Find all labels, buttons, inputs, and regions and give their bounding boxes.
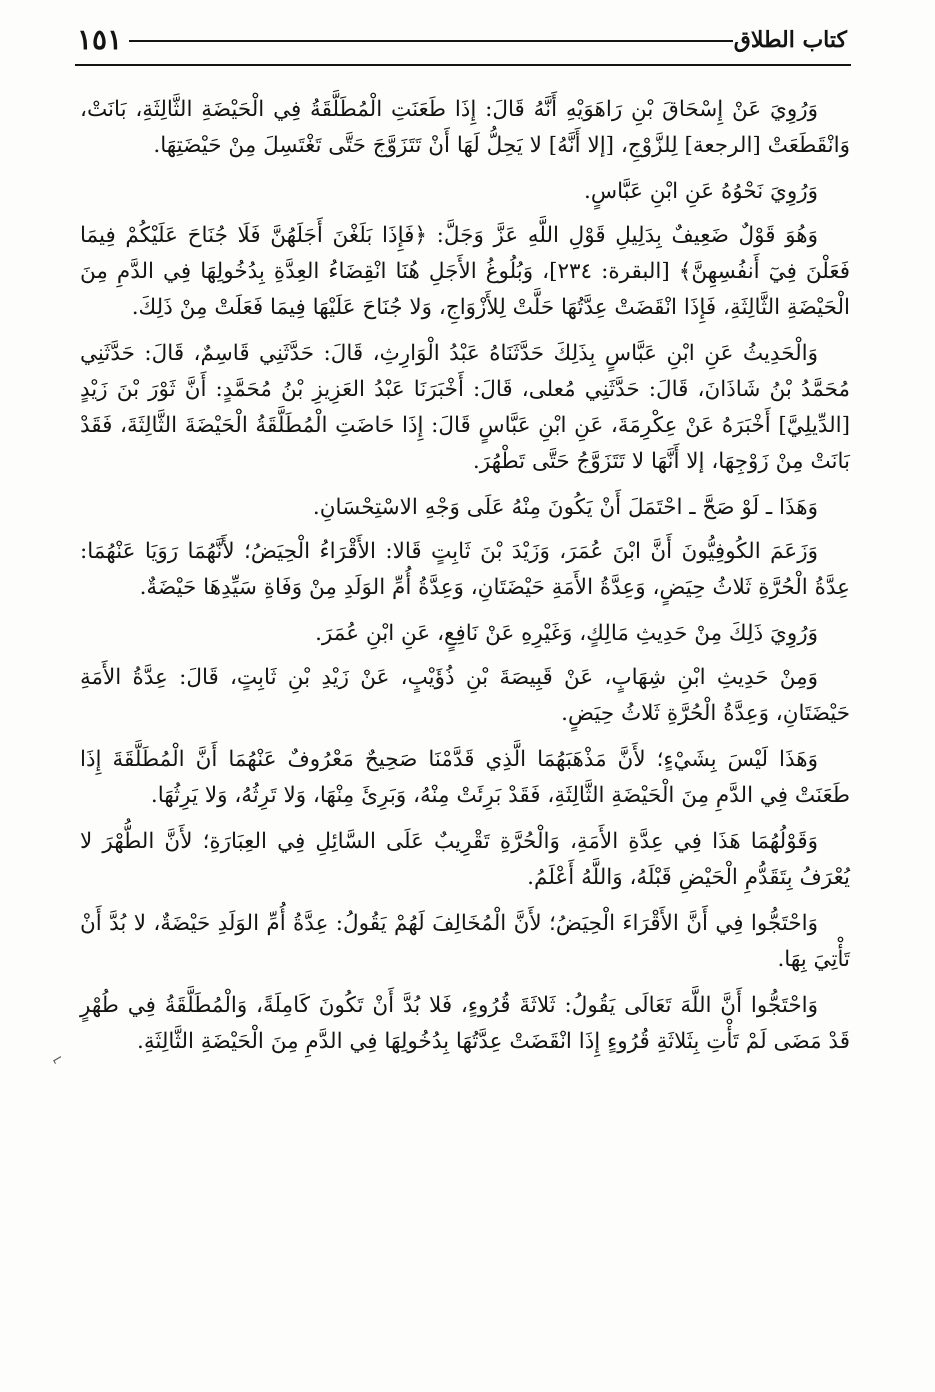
paragraph: وَرُوِيَ ذَلِكَ مِنْ حَدِيثِ مَالِكٍ، وَغَيْرِهِ عَنْ نَافِعٍ، عَنِ ابْنِ عُمَرَ. bbox=[315, 621, 818, 646]
paragraph: وَمِنْ حَدِيثِ ابْنِ شِهَابٍ، عَنْ قَبِيصَةَ بْنِ ذُؤَيْبٍ، عَنْ زَيْدِ بْنِ ثَابِتٍ، قَالَ: عِدَّةُ الأَمَةِ حَيْضَتَانِ، وَعِدَّةُ الْحُرَّةِ ثَلاثُ حِيَضٍ. bbox=[80, 665, 850, 726]
paragraph: وَالْحَدِيثُ عَنِ ابْنِ عَبَّاسٍ بِذَلِكَ حَدَّثَنَاهُ عَبْدُ الْوَارِثِ، قَالَ: حَدَّثَنِي قَاسِمٌ، قَالَ: حَدَّثَنِي مُحَمَّدُ بْنُ شَاذَانَ، قَالَ: حَدَّثَنِي مُعلى، قَالَ: أَخْبَرَنَا عَبْدُ العَزِيزِ بْنُ مُحَمَّدٍ: أَنَّ ثَوْرَ بْنَ زَيْدٍ [الدِّيلِيَّ] أَخْبَرَهُ عَنْ عِكْرِمَةَ، عَنِ ابْنِ عَبَّاسٍ قَالَ: إِذَا حَاضَتِ الْمُطَلَّقَةُ الْحَيْضَةَ الثَّالِثَةَ، فَقَدْ بَانَتْ مِنْ زَوْجِهَا، إلا أَنَّهَا لا تَتَزَوَّجُ حَتَّى تَطْهُرَ. bbox=[80, 341, 850, 474]
paragraph: وَهَذَا ـ لَوْ صَحَّ ـ احْتَمَلَ أَنْ يَكُونَ مِنْهُ عَلَى وَجْهِ الاسْتِحْسَانِ. bbox=[312, 495, 818, 520]
paragraph: وَزَعَمَ الكُوفِيُّونَ أَنَّ ابْنَ عُمَرَ، وَزَيْدَ بْنَ ثَابِتٍ قَالا: الأَقْرَاءُ الْحِيَضُ؛ لأَنَّهُمَا رَوَيَا عَنْهُمَا: عِدَّةُ الْحُرَّةِ ثَلاثُ حِيَضٍ، وَعِدَّةُ الأَمَةِ حَيْضَتَانِ، وَعِدَّةُ أُمِّ الوَلَدِ مِنْ وَفَاةِ سَيِّدِهَا حَيْضَةٌ. bbox=[80, 539, 850, 600]
paragraph: وَاحْتَجُّوا أَنَّ اللَّهَ تَعَالَى يَقُولُ: ثَلاثَةَ قُرُوءٍ، فَلا بُدَّ أَنْ تَكُونَ كَامِلَةً، وَالْمُطَلَّقَةُ فِي طُهْرٍ قَدْ مَضَى لَمْ تَأْتِ بِثَلاثَةِ قُرُوءٍ إِذَا انْقَضَتْ عِدَّتُهَا بِدُخُولِهَا فِي الدَّمِ مِنَ الْحَيْضَةِ الثَّالِثَةِ. bbox=[80, 993, 850, 1054]
paragraph: وَهُوَ قَوْلٌ ضَعِيفٌ بِدَلِيلِ قَوْلِ اللَّهِ عَزَّ وَجَلَّ: ﴿فَإِذَا بَلَغْنَ أَجَلَهُنَّ فَلَا جُنَاحَ عَلَيْكُمْ فِيمَا فَعَلْنَ فِيٓ أَنفُسِهِنَّ﴾ [البقرة: ٢٣٤]، وَبُلُوغُ الأَجَلِ هُنَا انْقِضَاءُ العِدَّةِ بِدُخُولِهَا فِي الدَّمِ مِنَ الْحَيْضَةِ الثَّالِثَةِ، فَإِذَا انْقَضَتْ عِدَّتُهَا حَلَّتْ لِلأَزْوَاجِ، وَلا جُنَاحَ عَلَيْهَا فِيمَا فَعَلَتْ مِنْ ذَلِكَ. bbox=[80, 223, 850, 320]
page-number: ١٥١ bbox=[77, 23, 123, 56]
running-title: كتاب الطلاق bbox=[733, 27, 847, 53]
header-divider bbox=[75, 64, 851, 66]
paragraph: وَاحْتَجُّوا فِي أَنَّ الأَقْرَاءَ الْحِيَضُ؛ لأَنَّ الْمُخَالِفَ لَهُمْ يَقُولُ: عِدَّةُ أُمِّ الوَلَدِ حَيْضَةٌ، لا بُدَّ أَنْ تَأْتِيَ بِهَا. bbox=[80, 911, 850, 972]
paragraph: وَرُوِيَ نَحْوُهُ عَنِ ابْنِ عَبَّاسٍ. bbox=[583, 179, 818, 204]
body-text bbox=[80, 92, 850, 1070]
paragraph: وَرُوِيَ عَنْ إِسْحَاقَ بْنِ رَاهَوَيْهِ أَنَّهُ قَالَ: إِذَا طَعَنَتِ الْمُطَلَّقَةُ فِي الْحَيْضَةِ الثَّالِثَةِ، بَانَتْ، وَانْقَطَعَتْ [الرجعة] لِلزَّوْجِ، [إلا أَنَّهُ] لا يَحِلُّ لَهَا أَنْ تَتَزَوَّجَ حَتَّى تَغْتَسِلَ مِنْ حَيْضَتِهَا. bbox=[80, 97, 850, 158]
margin-pencil-mark: ⌐ bbox=[48, 1050, 67, 1070]
page-header bbox=[75, 22, 851, 66]
paragraph: وَهَذَا لَيْسَ بِشَيْءٍ؛ لأَنَّ مَذْهَبَهُمَا الَّذِي قَدَّمْنَا صَحِيحٌ مَعْرُوفٌ عَنْهُمَا أَنَّ الْمُطَلَّقَةَ إِذَا طَعَنَتْ فِي الدَّمِ مِنَ الْحَيْضَةِ الثَّالِثَةِ، فَقَدْ بَرِئَتْ مِنْهُ، وَبَرِئَ مِنْهَا، وَلا تَرِثُهُ، وَلا يَرِثُهَا. bbox=[80, 747, 850, 808]
paragraph: وَقَوْلُهُمَا هَذَا فِي عِدَّةِ الأَمَةِ، وَالْحُرَّةِ تَقْرِيبٌ عَلَى السَّائِلِ فِي العِبَارَةِ؛ لأَنَّ الطُّهْرَ لا يُعْرَفُ بِتَقَدُّمِ الْحَيْضِ قَبْلَهُ، وَاللَّهُ أَعْلَمُ. bbox=[80, 829, 850, 890]
header-rule bbox=[129, 40, 733, 42]
